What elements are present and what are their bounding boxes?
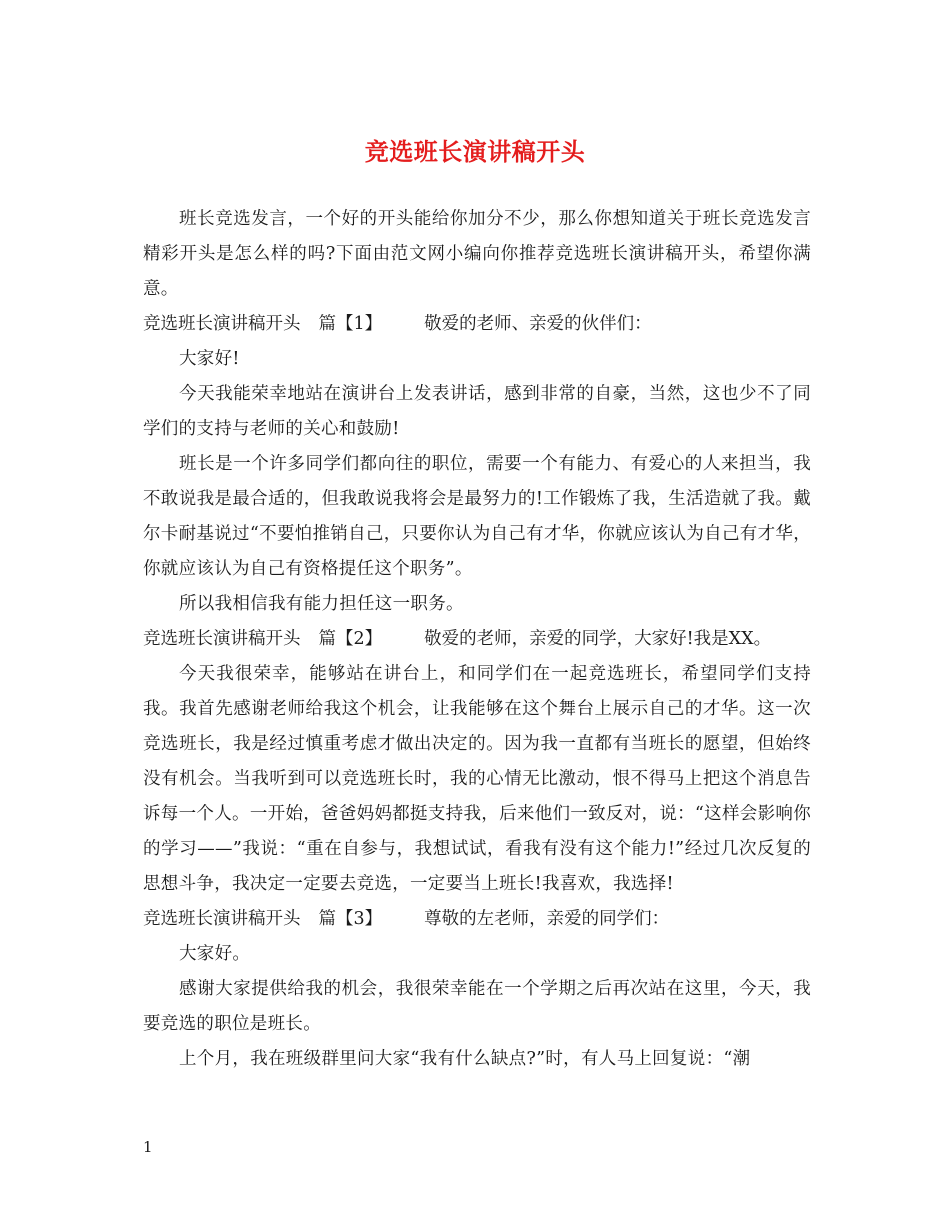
- paragraph: 所以我相信我有能力担任这一职务。: [179, 594, 464, 614]
- section-greeting: 敬爱的老师、亲爱的伙伴们：: [424, 314, 652, 334]
- document-title: 竞选班长演讲稿开头: [364, 137, 586, 166]
- paragraph: 感谢大家提供给我的机会，我很荣幸能在一个学期之后再次站在这里，今天，我要竞选的职位是班长。: [143, 979, 811, 1034]
- paragraph: 今天我能荣幸地站在演讲台上发表讲话，感到非常的自豪，当然，这也少不了同学们的支持与老师的关心和鼓励!: [143, 384, 811, 439]
- section-label: 篇【1】: [318, 314, 383, 334]
- section-label: 篇【2】: [318, 629, 383, 649]
- paragraph: 大家好。: [179, 944, 251, 964]
- section-1-heading-line: [143, 307, 811, 342]
- section-heading: 竞选班长演讲稿开头: [143, 314, 301, 334]
- section-label: 篇【3】: [318, 909, 383, 929]
- section-3-heading-line: [143, 902, 811, 937]
- page-number: 1: [143, 1138, 153, 1156]
- document-body: [143, 202, 811, 1077]
- section-heading: 竞选班长演讲稿开头: [143, 909, 301, 929]
- paragraph: 今天我很荣幸，能够站在讲台上，和同学们在一起竞选班长，希望同学们支持我。我首先感谢老师给我这个机会，让我能够在这个舞台上展示自己的才华。这一次竞选班长，我是经过慎重考虑才做出决定的。因为我一直都有当班长的愿望，但始终没有机会。当我听到可以竞选班长时，我的心情无比激动，恨不得马上把这个消息告诉每一个人。一开始，爸爸妈妈都挺支持我，后来他们一致反对，说：“这样会影响你的学习——”我说：“重在自参与，我想试试，看我有没有这个能力!”经过几次反复的思想斗争，我决定一定要去竞选，一定要当上班长!我喜欢，我选择!: [143, 664, 811, 894]
- intro-paragraph: 班长竞选发言，一个好的开头能给你加分不少，那么你想知道关于班长竞选发言精彩开头是怎么样的吗?下面由范文网小编向你推荐竞选班长演讲稿开头，希望你满意。: [143, 209, 811, 299]
- section-greeting: 敬爱的老师，亲爱的同学，大家好!我是XX。: [424, 629, 772, 649]
- paragraph: 班长是一个许多同学们都向往的职位，需要一个有能力、有爱心的人来担当，我不敢说我是最合适的，但我敢说我将会是最努力的!工作锻炼了我，生活造就了我。戴尔卡耐基说过“不要怕推销自己，只要你认为自己有才华，你就应该认为自己有才华，你就应该认为自己有资格提任这个职务”。: [143, 454, 811, 579]
- paragraph: 大家好!: [179, 349, 240, 369]
- paragraph: 上个月，我在班级群里问大家“我有什么缺点?”时，有人马上回复说：“潮: [179, 1049, 751, 1069]
- section-greeting: 尊敬的左老师，亲爱的同学们：: [424, 909, 670, 929]
- section-2-heading-line: [143, 622, 811, 657]
- section-heading: 竞选班长演讲稿开头: [143, 629, 301, 649]
